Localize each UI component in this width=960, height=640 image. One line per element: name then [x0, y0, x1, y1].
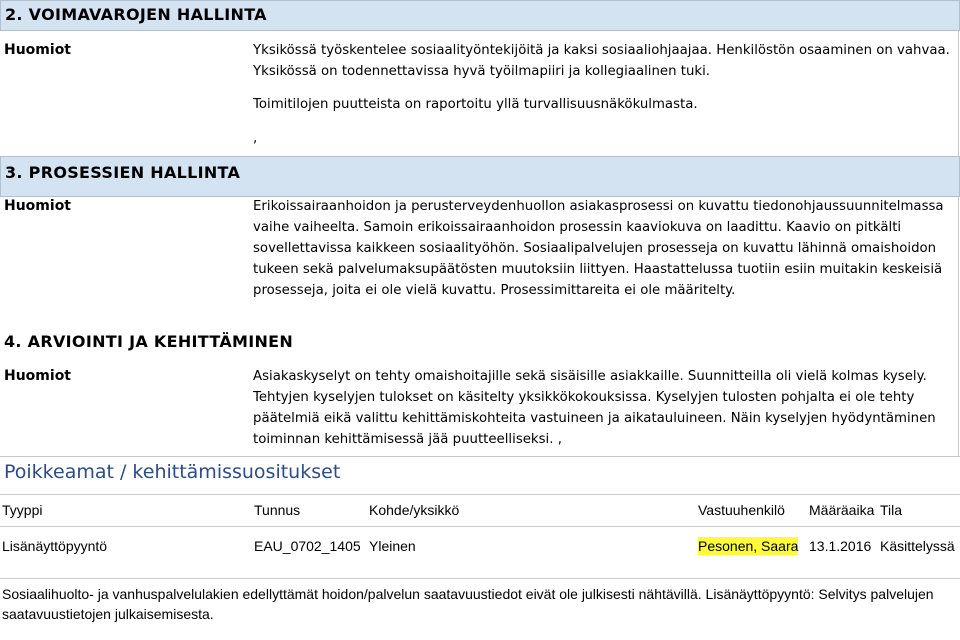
col-header-owner: Vastuuhenkilö — [698, 502, 785, 518]
cell-deadline: 13.1.2016 — [809, 538, 872, 554]
section-2-paragraph-2: Toimitilojen puutteista on raportoitu yllä turvallisuusnäkökulmasta. — [253, 97, 698, 112]
section-4-paragraph: Asiakaskyselyt on tehty omaishoitajille sekä sisäisille asiakkaille. Suunnitteilla oli vielä kolmas kysely. Tehtyjen kyselyjen tulokset on käsitelty yksikkökokouksissa. Kyselyjen tulosten pohjalta ei ole tehty päätelmiä eikä valittu kehittämiskohteita vastuineen ja aikatauluineen. Näin kyselyjen hyödyntäminen toiminnan kehittämisessä jää puutteelliseksi. , — [253, 369, 936, 447]
section-3-border — [958, 197, 959, 328]
cell-type: Lisänäyttöpyyntö — [2, 538, 108, 554]
deviation-description: Sosiaalihuolto- ja vanhuspalvelulakien edellyttämät hoidon/palvelun saatavuustiedot eivät ole julkisesti nähtävillä. Lisänäyttöpyyntö: Selvitys palvelujen saatavuustietojen julkaisemisesta. — [2, 586, 934, 622]
section-3-header — [0, 156, 960, 197]
section-2-border — [958, 31, 959, 156]
section-4-title: 4. ARVIOINTI JA KEHITTÄMINEN — [4, 332, 294, 351]
section-4-header — [0, 328, 960, 356]
cell-status: Käsittelyssä — [880, 538, 955, 554]
col-header-type: Tyyppi — [2, 502, 43, 518]
col-header-target: Kohde/yksikkö — [369, 502, 460, 518]
cell-owner: Pesonen, Saara — [698, 538, 799, 554]
table-row-border — [0, 578, 960, 579]
section-2-stray-comma: , — [253, 131, 258, 146]
section-2-label: Huomiot — [4, 42, 71, 58]
table-top-border — [0, 494, 960, 495]
col-header-status: Tila — [880, 502, 903, 518]
col-header-id: Tunnus — [254, 502, 301, 518]
table-header-border — [0, 526, 960, 527]
cell-id: EAU_0702_1405 — [254, 538, 361, 554]
section-2-title: 2. VOIMAVAROJEN HALLINTA — [5, 5, 267, 24]
cell-target: Yleinen — [369, 538, 416, 554]
section-3-title: 3. PROSESSIEN HALLINTA — [5, 163, 241, 182]
section-3-paragraph: Erikoissairaanhoidon ja perusterveydenhuollon asiakasprosessi on kuvattu tiedonohjaussuunnitelmassa vaihe vaiheelta. Samoin erikoissairaanhoidon prosessin kaaviokuva on laadittu. Kaavio on pitkälti sovellettavissa kaikkeen sosiaalityöhön. Sosiaalipalvelujen prosesseja on kuvattu lähinnä omaishoidon tukeen sekä palvelumaksupäätösten muutoksiin liittyen. Haastattelussa tuotiin esiin muitakin keskeisiä prosesseja, joita ei ole vielä kuvattu. Prosessimittareita ei ole määritelty. — [253, 199, 944, 298]
section-2-header — [0, 0, 960, 31]
section-4-label: Huomiot — [4, 368, 71, 384]
col-header-deadline: Määräaika — [809, 502, 875, 518]
section-2-paragraph-1: Yksikössä työskentelee sosiaalityöntekijöitä ja kaksi sosiaaliohjaajaa. Henkilöstön osaaminen on vahvaa. Yksikössä on todennettavissa hyvä työilmapiiri ja kollegiaalinen tuki. — [253, 43, 950, 79]
section-3-label: Huomiot — [4, 198, 71, 214]
section-4-border — [958, 328, 959, 456]
deviations-title: Poikkeamat / kehittämissuositukset — [0, 456, 960, 488]
